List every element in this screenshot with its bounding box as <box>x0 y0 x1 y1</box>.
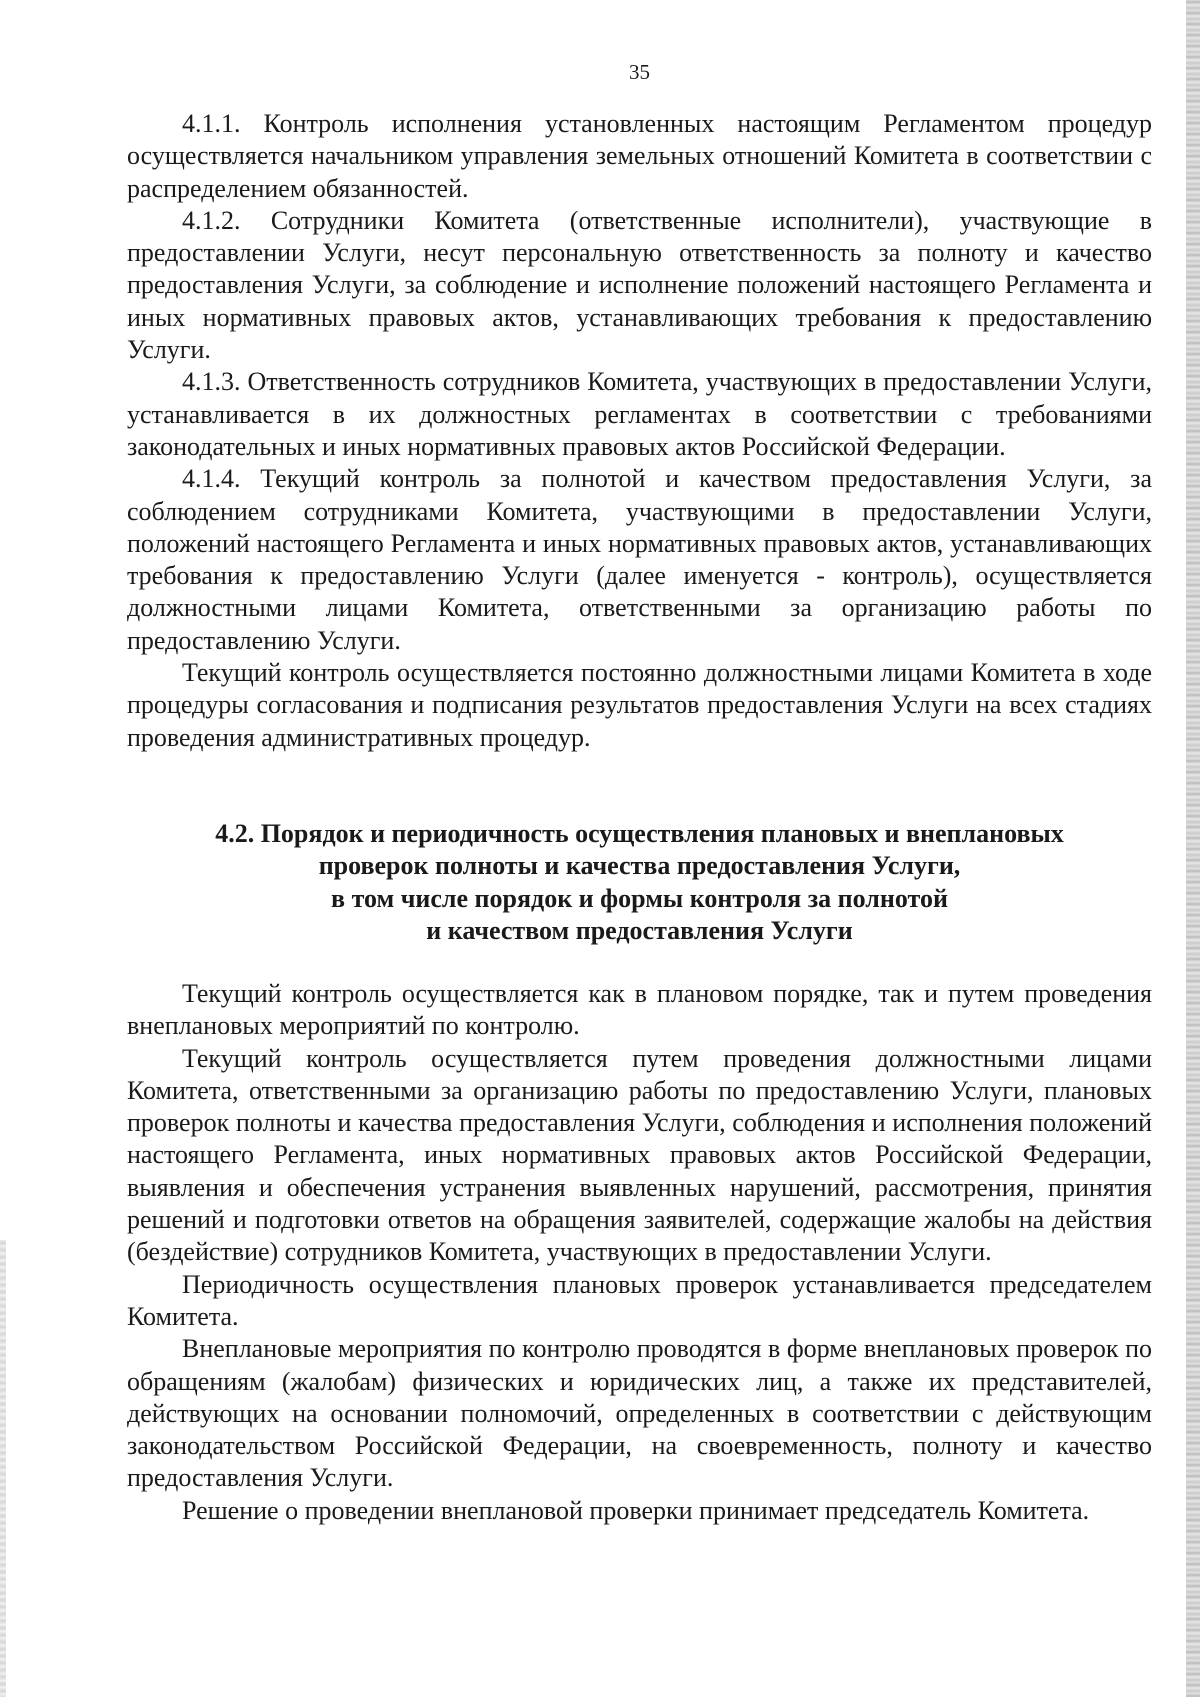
heading-line-3: в том числе порядок и формы контроля за полнотой <box>331 883 948 913</box>
scan-edge-right <box>1186 0 1200 1697</box>
heading-line-2: проверок полноты и качества предоставления Услуги, <box>318 851 961 881</box>
paragraph-unplanned-checks: Внеплановые мероприятия по контролю проводятся в форме внеплановых проверок по обращениям (жалобам) физических и юридических лиц, а также их представителей, действующих на основании полномочий, определенных в соответствии с действующим законодательством Российской Федерации, на своевременность, полноту и качество предоставления Услуги. <box>127 1334 1152 1493</box>
paragraph-4-1-1: 4.1.1. Контроль исполнения установленных настоящим Регламентом процедур осуществляется начальником управления земельных отношений Комитета в соответствии с распределением обязанностей. <box>127 109 1152 203</box>
scan-edge-left <box>0 1240 6 1697</box>
paragraph-control-procedure: Текущий контроль осуществляется путем проведения должностными лицами Комитета, ответственными за организацию работы по предоставлению Услуги, плановых проверок полноты и качества предоставления Услуги, соблюдения и исполнения положений настоящего Регламента, иных нормативных правовых актов Российской Федерации, выявления и обеспечения устранения выявленных нарушений, рассмотрения, принятия решений и подготовки ответов на обращения заявителей, содержащие жалобы на действия (бездействие) сотрудников Комитета, участвующих в предоставлении Услуги. <box>127 1043 1152 1267</box>
page-number: 35 <box>629 60 650 84</box>
section-4-2-body <box>127 978 1152 1527</box>
section-4-2-heading <box>127 818 1152 947</box>
paragraph-planned-unplanned: Текущий контроль осуществляется как в плановом порядке, так и путем проведения внеплановых мероприятий по контролю. <box>127 979 1152 1041</box>
paragraph-4-1-2: 4.1.2. Сотрудники Комитета (ответственные исполнители), участвующие в предоставлении Услуги, несут персональную ответственность за полноту и качество предоставления Услуги, за соблюдение и исполнение положений настоящего Регламента и иных нормативных правовых актов, устанавливающих требования к предоставлению Услуги. <box>127 205 1152 365</box>
paragraph-4-1-4: 4.1.4. Текущий контроль за полнотой и качеством предоставления Услуги, за соблюдением сотрудниками Комитета, участвующими в предоставлении Услуги, положений настоящего Регламента и иных нормативных правовых актов, устанавливающих требования к предоставлению Услуги (далее именуется - контроль), осуществляется должностными лицами Комитета, ответственными за организацию работы по предоставлению Услуги. <box>127 464 1152 655</box>
heading-line-4: и качеством предоставления Услуги <box>426 915 853 945</box>
section-4-1-body <box>127 108 1152 754</box>
paragraph-4-1-3: 4.1.3. Ответственность сотрудников Комитета, участвующих в предоставлении Услуги, устанавливается в их должностных регламентах в соответствии с требованиями законодательных и иных нормативных правовых актов Российской Федерации. <box>127 367 1152 461</box>
paragraph-current-control: Текущий контроль осуществляется постоянно должностными лицами Комитета в ходе процедуры согласования и подписания результатов предоставления Услуги на всех стадиях проведения административных процедур. <box>127 658 1152 752</box>
paragraph-decision: Решение о проведении внеплановой проверки принимает председатель Комитета. <box>182 1495 1090 1525</box>
paragraph-periodicity: Периодичность осуществления плановых проверок устанавливается председателем Комитета. <box>127 1269 1152 1331</box>
heading-line-1: 4.2. Порядок и периодичность осуществления плановых и внеплановых <box>215 819 1064 848</box>
